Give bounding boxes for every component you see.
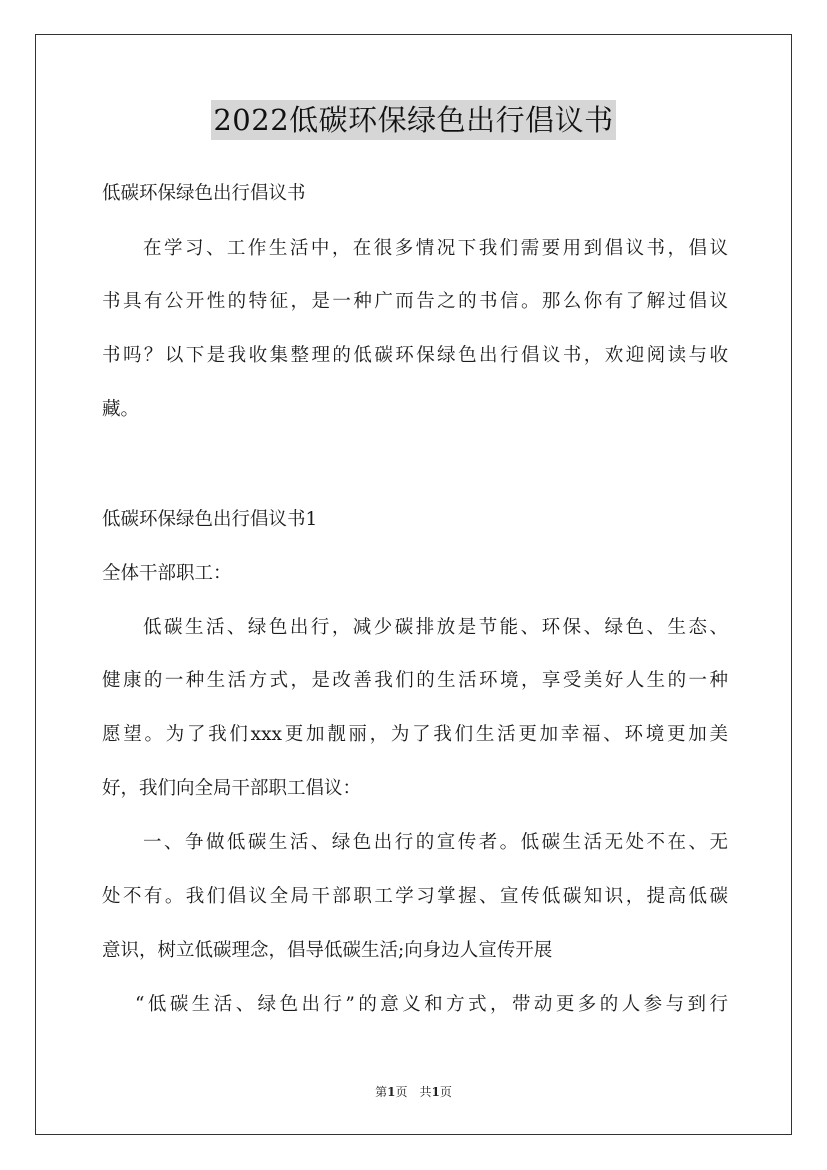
paragraph-line: 处不有。我们倡议全局干部职工学习掌握、宣传低碳知识，提高低碳 (102, 886, 728, 907)
paragraph-line: 愿望。为了我们xxx更加靓丽，为了我们生活更加幸福、环境更加美 (102, 724, 728, 745)
title-container (0, 100, 827, 140)
paragraph-line: 书吗？以下是我收集整理的低碳环保绿色出行倡议书，欢迎阅读与收 (102, 345, 728, 366)
paragraph-line: 好，我们向全局干部职工倡议： (102, 778, 362, 799)
paragraph-line: 书具有公开性的特征，是一种广而告之的书信。那么你有了解过倡议 (102, 291, 728, 312)
paragraph-line: 健康的一种生活方式，是改善我们的生活环境，享受美好人生的一种 (102, 670, 728, 691)
paragraph-line: 低碳生活、绿色出行，减少碳排放是节能、环保、绿色、生态、 (143, 617, 728, 638)
footer-page-total: 1 (431, 1085, 440, 1099)
footer-page-prefix: 第 (375, 1085, 388, 1099)
section-heading: 低碳环保绿色出行倡议书1 (102, 509, 318, 530)
paragraph-line: 一、争做低碳生活、绿色出行的宣传者。低碳生活无处不在、无 (143, 832, 728, 853)
paragraph-line: “低碳生活、绿色出行”的意义和方式，带动更多的人参与到行 (135, 994, 728, 1015)
subtitle-line: 低碳环保绿色出行倡议书 (102, 183, 306, 204)
page-footer (0, 1084, 827, 1100)
paragraph-line: 藏。 (102, 399, 140, 420)
footer-page-mid: 页 共 (395, 1085, 432, 1099)
paragraph-line: 意识，树立低碳理念，倡导低碳生活;向身边人宣传开展 (102, 940, 553, 961)
salutation-line: 全体干部职工： (102, 563, 232, 584)
footer-page-suffix: 页 (439, 1085, 452, 1099)
document-title[interactable]: 2022低碳环保绿色出行倡议书 (211, 100, 615, 140)
footer-page-number: 1 (387, 1085, 396, 1099)
paragraph-line: 在学习、工作生活中，在很多情况下我们需要用到倡议书，倡议 (143, 238, 728, 259)
